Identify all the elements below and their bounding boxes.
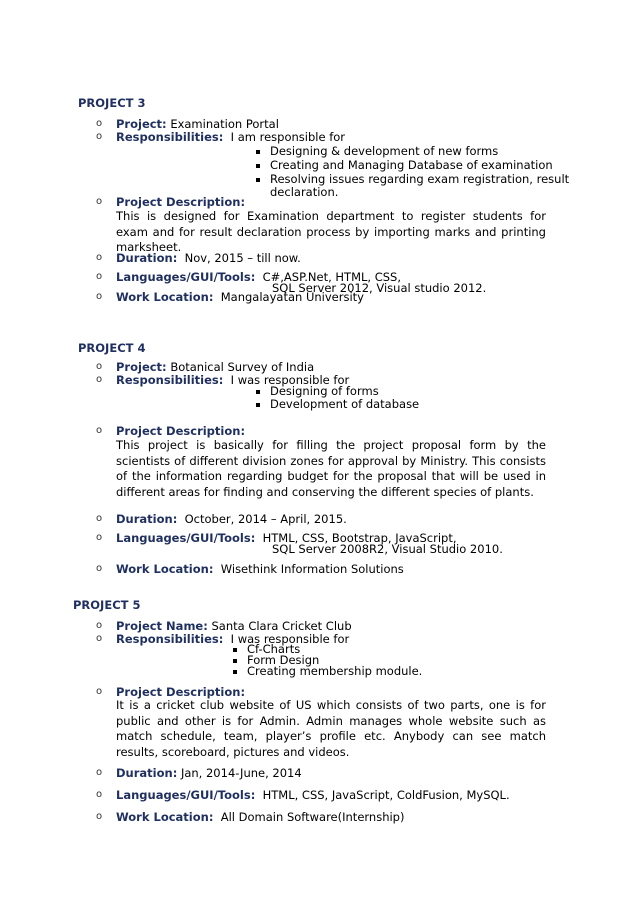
square-bullet-icon: [256, 403, 260, 407]
duration-label: Duration:: [116, 512, 178, 526]
location-value: Wisethink Information Solutions: [220, 562, 404, 576]
square-bullet-icon: [256, 178, 260, 182]
hollow-bullet-icon: o: [96, 252, 103, 263]
duration-value: Nov, 2015 – till now.: [184, 251, 301, 265]
hollow-bullet-icon: o: [96, 196, 103, 207]
project-label: Project:: [116, 360, 167, 374]
location-label: Work Location:: [116, 290, 214, 304]
tools-value: HTML, CSS, JavaScript, ColdFusion, MySQL.: [262, 788, 510, 802]
hollow-bullet-icon: o: [96, 633, 103, 644]
hollow-bullet-icon: o: [96, 425, 103, 436]
responsibilities-label: Responsibilities:: [116, 373, 224, 387]
hollow-bullet-icon: o: [96, 767, 103, 778]
square-bullet-icon: [256, 150, 260, 154]
duration-label: Duration:: [116, 766, 178, 780]
project-value: Santa Clara Cricket Club: [211, 619, 352, 633]
hollow-bullet-icon: o: [96, 361, 103, 372]
project-value: Botanical Survey of India: [170, 360, 315, 374]
location-label: Work Location:: [116, 810, 214, 824]
description-label: Project Description:: [116, 195, 246, 209]
responsibilities-label: Responsibilities:: [116, 632, 224, 646]
hollow-bullet-icon: o: [96, 513, 103, 524]
project-3-heading: PROJECT 3: [78, 96, 146, 110]
responsibilities-value: I was responsible for: [230, 373, 350, 387]
location-value: Mangalayatan University: [220, 290, 364, 304]
hollow-bullet-icon: o: [96, 374, 103, 385]
project-5-heading: PROJECT 5: [73, 598, 141, 612]
tools-value-continuation: SQL Server 2008R2, Visual Studio 2010.: [272, 542, 503, 556]
square-bullet-icon: [233, 659, 237, 663]
project-5-description-text: It is a cricket club website of US which consists of two parts, one is for public and other is for Admin. Admin manages whole website such as match schedule, team, player’s profile etc. Anybody can see match results, scoreboard, pictures and videos.: [116, 698, 546, 759]
square-bullet-icon: [233, 670, 237, 674]
project-value: Examination Portal: [170, 117, 279, 131]
hollow-bullet-icon: o: [96, 620, 103, 631]
tools-label: Languages/GUI/Tools:: [116, 531, 256, 545]
project-label: Project:: [116, 117, 167, 131]
location-value: All Domain Software(Internship): [220, 810, 405, 824]
tools-label: Languages/GUI/Tools:: [116, 270, 256, 284]
tools-value: C#,ASP.Net, HTML, CSS,: [262, 270, 401, 284]
responsibilities-value: I am responsible for: [230, 130, 346, 144]
hollow-bullet-icon: o: [96, 291, 103, 302]
hollow-bullet-icon: o: [96, 686, 103, 697]
project-4-heading: PROJECT 4: [78, 341, 146, 355]
project-4-description-text: This project is basically for filling the project proposal form by the scientists of different division zones for approval by Ministry. This consists of the information regarding budget for the proposal that will be used in different areas for finding and conserving the different species of plants.: [116, 438, 546, 499]
hollow-bullet-icon: o: [96, 532, 103, 543]
tools-value-continuation: SQL Server 2012, Visual studio 2012.: [272, 281, 487, 295]
responsibilities-label: Responsibilities:: [116, 130, 224, 144]
hollow-bullet-icon: o: [96, 118, 103, 129]
hollow-bullet-icon: o: [96, 563, 103, 574]
project-3-description-text: This is designed for Examination department to register students for exam and for result declaration process by importing marks and printing marksheet.: [116, 209, 546, 254]
description-label: Project Description:: [116, 685, 246, 699]
description-label: Project Description:: [116, 424, 246, 438]
square-bullet-icon: [256, 164, 260, 168]
duration-label: Duration:: [116, 251, 178, 265]
responsibilities-value: I was responsible for: [230, 632, 350, 646]
tools-value: HTML, CSS, Bootstrap, JavaScript,: [262, 531, 457, 545]
square-bullet-icon: [256, 390, 260, 394]
project-label: Project Name:: [116, 619, 208, 633]
resume-page: PROJECT 3 o Project: Examination Portal o Responsibilities: I am responsible for Designing & development of new forms Creating and Managing Database of examination Resolving issues regarding exam registration, result declaration. o Project Description: This is designed for Examination department to register students for exam and for result declaration process by importing marks and printing marksheet. o Duration: Nov, 2015 – till now. o Languages/GUI/Tools: C#,ASP.Net, HTML, CSS, SQL Server 2012, Visual studio 2012. o Work Location: Mangalayatan University PROJECT 4 o Project: Botanical Survey of India o Responsibilities: I was responsible for Designing of forms Development of database o Project Description: This project is basically for filling the project proposal form by the scientists of different division zones for approval by Ministry. This consists of the information regarding budget for the proposal that will be used in different areas for finding and conserving the different species of plants. o Duration: October, 2014 – April, 2015. o Languages/GUI/Tools: HTML, CSS, Bootstrap, JavaScript, SQL Server 2008R2, Visual Studio 2010. o Work Location: Wisethink Information Solutions PROJECT 5 o Project Name: Santa Clara Cricket Club o Responsibilities: I was responsible for Cf-Charts Form Design Creating membership module. o Project Description: It is a cricket club website of US which consists of two parts, one is for public and other is for Admin. Admin manages whole website such as match schedule, team, player’s profile etc. Anybody can see match results, scoreboard, pictures and videos. o Duration: Jan, 2014-June, 2014 o Languages/GUI/Tools: HTML, CSS, JavaScript, ColdFusion, MySQL. o Work Location: All Domain Software(Internship): [73, 96, 570, 824]
tools-label: Languages/GUI/Tools:: [116, 788, 256, 802]
hollow-bullet-icon: o: [96, 131, 103, 142]
hollow-bullet-icon: o: [96, 271, 103, 282]
hollow-bullet-icon: o: [96, 811, 103, 822]
duration-value: Jan, 2014-June, 2014: [180, 766, 302, 780]
square-bullet-icon: [233, 648, 237, 652]
location-label: Work Location:: [116, 562, 214, 576]
duration-value: October, 2014 – April, 2015.: [184, 512, 347, 526]
hollow-bullet-icon: o: [96, 789, 103, 800]
